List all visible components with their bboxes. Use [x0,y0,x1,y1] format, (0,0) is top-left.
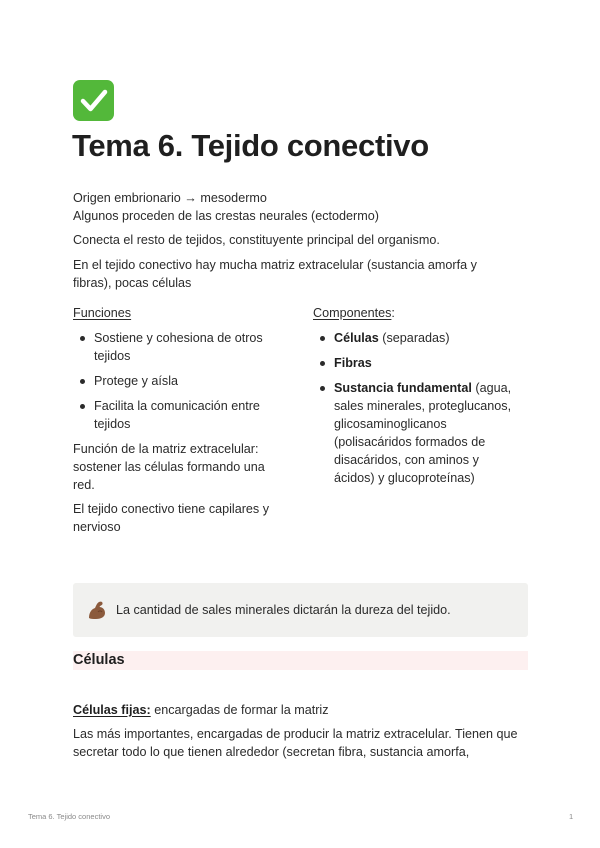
celulas-fijas-text: encargadas de formar la matriz [150,703,329,717]
list-item [313,354,533,372]
check-mark-button-icon [73,80,114,121]
componentes-heading: Componentes [313,306,392,320]
list-item-text: (polisacáridos formados de [334,435,486,449]
flexed-biceps-icon [86,599,108,621]
importantes-line-1: Las más importantes, encargadas de producir la matriz extracelular. Tienen que [73,727,518,741]
paragraph-line: El tejido conectivo tiene capilares y [73,502,270,516]
funciones-column [73,304,283,542]
term-detail: (agua, [471,381,512,395]
list-item-text [334,329,533,347]
list-item-text: ácidos) y glucoproteínas) [334,471,475,485]
matriz-funcion-paragraph [73,440,283,494]
list-item-text: tejidos [94,417,131,431]
footer-page-number: 1 [569,812,574,821]
matriz-line-2: fibras), pocas células [73,276,192,290]
celulas-fijas-label: Células fijas: [73,703,151,717]
list-item-text: disacáridos, con aminos y [334,453,479,467]
componentes-column [313,304,533,494]
celulas-fijas-paragraph [73,701,329,719]
callout-box [73,583,528,637]
origen-line: Origen embrionario → mesodermo [73,191,267,205]
list-item-text [334,354,533,372]
componentes-heading-wrap [313,306,395,320]
capilares-paragraph [73,500,283,536]
list-item [313,379,533,487]
term: Sustancia fundamental [334,381,472,395]
crestas-line: Algunos proceden de las crestas neurales (ectodermo) [73,209,379,223]
origen-paragraph [73,189,379,225]
funciones-list [73,329,283,433]
paragraph-line: Función de la matriz extracelular: [73,442,259,456]
term-detail: (separadas) [378,331,450,345]
componentes-heading-colon: : [391,306,395,320]
importantes-paragraph [73,725,518,761]
importantes-line-2: secretar todo lo que tienen alrededor (secretan fibra, sustancia amorfa, [73,745,470,759]
celulas-heading: Células [73,651,528,670]
componentes-list [313,329,533,487]
paragraph-line: nervioso [73,520,121,534]
list-item [313,329,533,347]
conecta-text: Conecta el resto de tejidos, constituyente principal del organismo. [73,233,440,247]
matriz-paragraph [73,256,477,292]
list-item-text: glicosaminoglicanos [334,417,447,431]
paragraph-line: red. [73,478,95,492]
celulas-fijas-line [73,701,329,719]
list-item-text [334,379,533,397]
list-item [73,397,283,433]
footer-title: Tema 6. Tejido conectivo [28,812,110,821]
term: Células [334,331,379,345]
list-item-text: sales minerales, proteglucanos, [334,399,512,413]
list-item [73,372,283,390]
callout-text: La cantidad de sales minerales dictarán la dureza del tejido. [116,603,451,617]
page-title: Tema 6. Tejido conectivo [72,128,429,163]
matriz-line-1: En el tejido conectivo hay mucha matriz extracelular (sustancia amorfa y [73,258,477,272]
list-item-text: tejidos [94,349,131,363]
term: Fibras [334,356,372,370]
conecta-paragraph [73,231,440,249]
paragraph-line: sostener las células formando una [73,460,265,474]
list-item [73,329,283,365]
list-item-text: Sostiene y cohesiona de otros [94,331,263,345]
funciones-heading: Funciones [73,306,132,320]
list-item-text: Protege y aísla [94,374,179,388]
list-item-text: Facilita la comunicación entre [94,399,260,413]
